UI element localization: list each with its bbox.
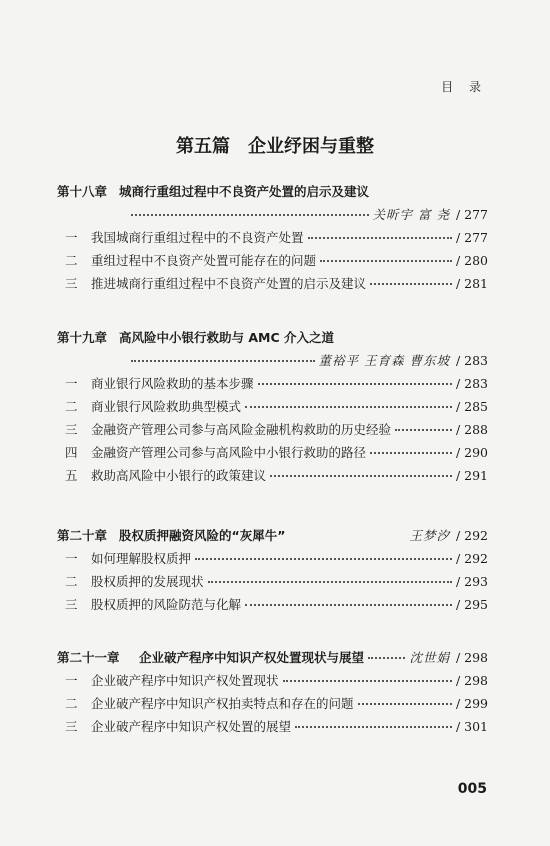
chapter-page: / 277 (455, 207, 488, 222)
section-title: 重组过程中不良资产处置可能存在的问题 (91, 253, 317, 268)
section-title: 股权质押的风险防范与化解 (91, 597, 242, 612)
section-title: 股权质押的发展现状 (91, 574, 204, 589)
toc-section (57, 593, 488, 616)
running-head: 目 录 (441, 80, 487, 94)
section-title: 我国城商行重组过程中的不良资产处置 (91, 230, 304, 245)
dot-leader (368, 657, 405, 659)
section-number: 四 (65, 445, 78, 460)
toc-section (57, 418, 488, 441)
chapter-author: 董裕平 王育森 曹东坡 (318, 353, 450, 368)
dot-leader (283, 680, 452, 682)
chapter-number: 第二十章 (57, 528, 108, 543)
dot-leader (258, 383, 452, 385)
section-number: 二 (65, 574, 78, 589)
part-name: 企业纾困与重整 (248, 136, 374, 157)
section-number: 一 (65, 376, 78, 391)
toc-section (57, 464, 488, 487)
section-page: / 298 (455, 673, 488, 688)
dot-leader (370, 452, 452, 454)
chapter-number: 第十九章 (57, 330, 108, 345)
chapter-author: 王梦汐 (409, 528, 450, 543)
chapter-heading (57, 646, 488, 669)
section-page: / 288 (455, 422, 488, 437)
section-title: 如何理解股权质押 (91, 551, 192, 566)
section-title: 商业银行风险救助的基本步骤 (91, 376, 254, 391)
section-page: / 285 (455, 399, 488, 414)
section-number: 三 (65, 719, 78, 734)
section-page: / 293 (455, 574, 488, 589)
section-title: 推进城商行重组过程中不良资产处置的启示及建议 (91, 276, 367, 291)
toc-section (57, 441, 488, 464)
chapter-author-line (57, 349, 488, 372)
toc-section (57, 715, 488, 738)
section-number: 三 (65, 422, 78, 437)
chapter-heading (57, 180, 488, 203)
dot-leader (270, 475, 452, 477)
section-title: 金融资产管理公司参与高风险中小银行救助的路径 (91, 445, 367, 460)
chapter-page: / 292 (455, 528, 488, 543)
toc-section (57, 272, 488, 295)
dot-leader (370, 283, 452, 285)
section-title: 金融资产管理公司参与高风险金融机构救助的历史经验 (91, 422, 392, 437)
dot-leader (245, 406, 452, 408)
section-page: / 295 (455, 597, 488, 612)
section-page: / 290 (455, 445, 488, 460)
section-title: 救助高风险中小银行的政策建议 (91, 468, 267, 483)
section-number: 五 (65, 468, 78, 483)
chapter-title: 城商行重组过程中不良资产处置的启示及建议 (119, 184, 370, 199)
section-number: 一 (65, 551, 78, 566)
chapter-title: 企业破产程序中知识产权处置现状与展望 (139, 650, 365, 665)
section-page: / 280 (455, 253, 488, 268)
dot-leader (208, 581, 452, 583)
dot-leader (358, 703, 452, 705)
section-number: 二 (65, 696, 78, 711)
toc-section (57, 226, 488, 249)
dot-leader (131, 360, 315, 362)
toc-section (57, 372, 488, 395)
section-number: 三 (65, 597, 78, 612)
dot-leader (131, 214, 369, 216)
dot-leader (245, 604, 452, 606)
section-page: / 277 (455, 230, 488, 245)
dot-leader (320, 260, 452, 262)
chapter-title: 高风险中小银行救助与 AMC 介入之道 (119, 330, 334, 345)
section-title: 商业银行风险救助典型模式 (91, 399, 242, 414)
chapter-page: / 283 (455, 353, 488, 368)
section-title: 企业破产程序中知识产权拍卖特点和存在的问题 (91, 696, 354, 711)
section-number: 二 (65, 399, 78, 414)
section-title: 企业破产程序中知识产权处置的展望 (91, 719, 292, 734)
part-label: 第五篇 (176, 136, 230, 157)
toc-section (57, 692, 488, 715)
toc-section (57, 669, 488, 692)
chapter-title: 股权质押融资风险的“灰犀牛” (119, 528, 286, 543)
section-page: / 291 (455, 468, 488, 483)
chapter-page: / 298 (455, 650, 488, 665)
section-number: 二 (65, 253, 78, 268)
chapter-author-line (57, 203, 488, 226)
chapter-19 (57, 326, 488, 487)
section-page: / 301 (455, 719, 488, 734)
dot-leader (395, 429, 452, 431)
section-page: / 292 (455, 551, 488, 566)
chapter-18 (57, 180, 488, 295)
page-number: 005 (457, 781, 487, 797)
chapter-author: 关昕宇 富 尧 (372, 207, 450, 222)
part-title (0, 132, 550, 158)
section-page: / 281 (455, 276, 488, 291)
chapter-20 (57, 524, 488, 616)
spacer (289, 535, 405, 537)
toc-section (57, 249, 488, 272)
dot-leader (295, 726, 452, 728)
chapter-author: 沈世娟 (409, 650, 450, 665)
chapter-number: 第二十一章 (57, 650, 120, 665)
dot-leader (195, 558, 452, 560)
section-number: 三 (65, 276, 78, 291)
toc-section (57, 547, 488, 570)
section-page: / 283 (455, 376, 488, 391)
chapter-heading (57, 326, 488, 349)
section-number: 一 (65, 673, 78, 688)
toc-section (57, 395, 488, 418)
dot-leader (308, 237, 452, 239)
chapter-heading (57, 524, 488, 547)
section-page: / 299 (455, 696, 488, 711)
chapter-21 (57, 646, 488, 738)
section-number: 一 (65, 230, 78, 245)
section-title: 企业破产程序中知识产权处置现状 (91, 673, 279, 688)
toc-section (57, 570, 488, 593)
chapter-number: 第十八章 (57, 184, 108, 199)
